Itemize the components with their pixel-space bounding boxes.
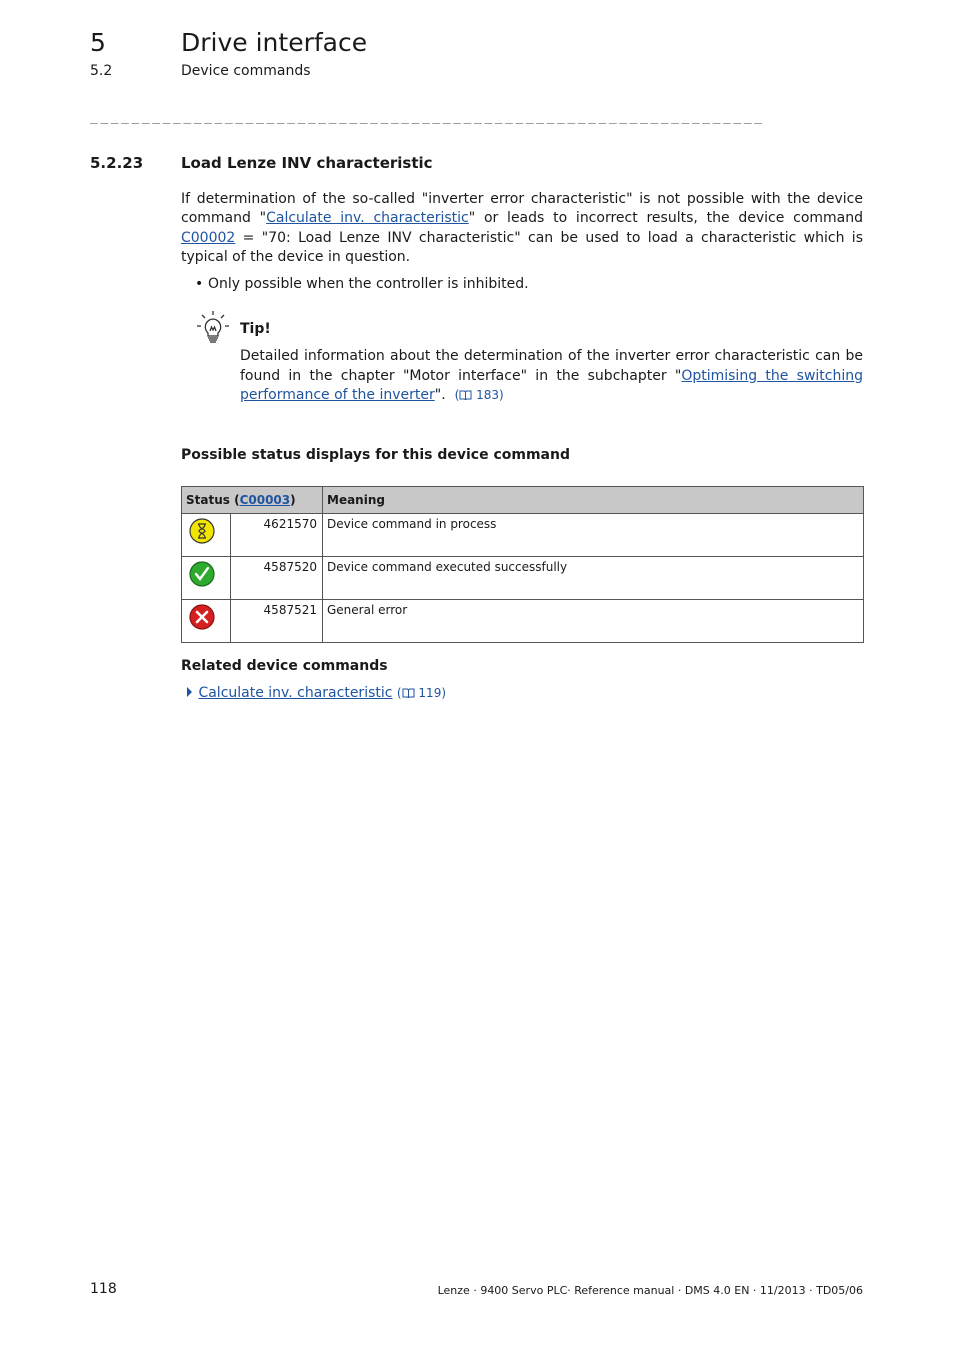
tip-paragraph [240, 347, 863, 406]
status-column-header: Status (C00003) [182, 487, 323, 514]
heading-number: 5.2.23 [90, 154, 144, 172]
status-icon-cell [182, 557, 231, 600]
related-item[interactable] [186, 685, 446, 701]
table-row [182, 514, 864, 557]
tip-text-2: ". [434, 387, 446, 403]
table-row [182, 557, 864, 600]
tip-label: Tip! [240, 321, 271, 337]
intro-text-2: " or leads to incorrect results, the device command [468, 210, 863, 227]
intro-text-3: = "70: Load Lenze INV characteristic" can be used to load a characteristic which is typical of the device in question. [181, 229, 863, 265]
page-number: 118 [90, 1281, 117, 1297]
table-header-row [182, 487, 864, 514]
status-value: 4587521 [231, 600, 323, 643]
status-value: 4621570 [231, 514, 323, 557]
intro-paragraph [181, 190, 863, 267]
check-icon [189, 561, 215, 587]
status-meaning: Device command in process [323, 514, 864, 557]
book-icon [459, 390, 472, 400]
c00002-link[interactable]: C00002 [181, 229, 236, 246]
heading-title: Load Lenze INV characteristic [181, 154, 433, 172]
footer-document-info: Lenze · 9400 Servo PLC· Reference manual · DMS 4.0 EN · 11/2013 · TD05/06 [437, 1284, 863, 1297]
related-command-link[interactable]: Calculate inv. characteristic [198, 685, 393, 701]
tip-text-1: Detailed information about the determination of the inverter error characteristic can be found in the chapter "Motor interface" in the subchapter " [240, 348, 863, 384]
error-icon [189, 604, 215, 630]
status-table [181, 486, 864, 643]
status-icon-cell [182, 600, 231, 643]
related-heading: Related device commands [181, 658, 388, 674]
status-meaning: Device command executed successfully [323, 557, 864, 600]
chapter-number: 5 [90, 28, 106, 57]
status-value: 4587520 [231, 557, 323, 600]
calculate-inv-characteristic-link[interactable]: Calculate inv. characteristic [266, 210, 469, 227]
arrow-right-icon [186, 687, 194, 697]
page-reference[interactable]: ( 183) [454, 388, 504, 402]
lightbulb-icon [196, 310, 230, 344]
status-meaning: General error [323, 600, 864, 643]
section-title: Device commands [181, 63, 311, 79]
intro-text-1: If determination of the so-called "inverter error characteristic" is not possible with the device command " [181, 191, 863, 227]
status-heading: Possible status displays for this device command [181, 447, 570, 463]
hourglass-icon [189, 518, 215, 544]
section-number: 5.2 [90, 63, 113, 79]
bullet-marker: • [195, 276, 204, 292]
table-row [182, 600, 864, 643]
book-icon [402, 688, 415, 698]
optimising-switching-link[interactable]: Optimising the switching performance of the inverter [240, 367, 863, 403]
bullet-text: Only possible when the controller is inhibited. [208, 276, 529, 292]
chapter-title: Drive interface [181, 28, 368, 57]
c00003-link[interactable]: C00003 [239, 493, 291, 507]
status-icon-cell [182, 514, 231, 557]
header-divider: _________________________________________________________________ [90, 110, 765, 124]
meaning-column-header: Meaning [323, 487, 864, 514]
related-page-reference[interactable]: ( 119) [396, 686, 447, 700]
